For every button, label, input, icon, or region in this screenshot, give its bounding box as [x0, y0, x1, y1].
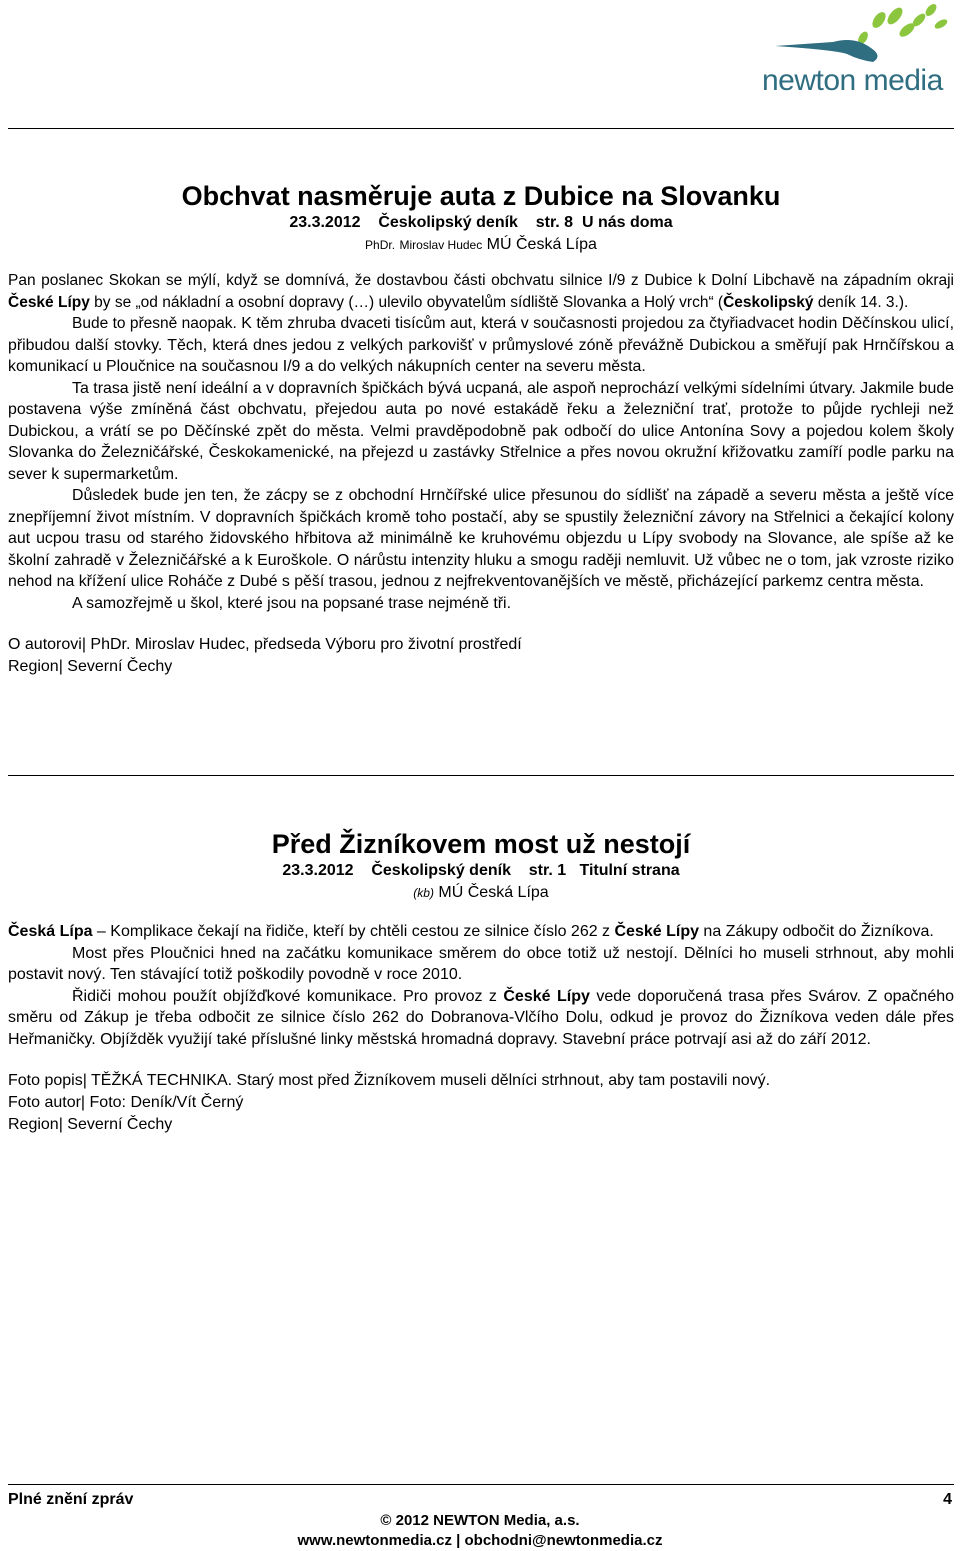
footer-divider — [8, 1484, 954, 1485]
article-body — [8, 921, 954, 1050]
article-date: 23.3.2012 — [282, 862, 354, 879]
logo-wordmark: newton media — [762, 64, 943, 97]
region: Region| Severní Čechy — [8, 658, 173, 675]
paragraph: Důsledek bude jen ten, že zácpy se z obchodní Hrnčířské ulice přesunou do sídlišť na západě a severu města a ještě více znepříjemní život místním. V dopravních špičkách kromě toho postačí, aby se spustily železniční závory na Střelnici a čekající kolony aut ucpou trasu od starého židovského hřbitova až minimálně ke kruhovému objezdu u Lípy svobody na Slovance, ale spíše až ke školní zahradě v Železničářské a k Euroškole. O nárůstu intenzity hluku a smogu raději nemluvit. Už vůbec ne o tom, jak vzroste riziko nehod na křížení ulice Roháče z Dubé s pěší trasou, jednou z nejfrekventovanějších ve městě, přicházející parkemz centra města. — [8, 487, 954, 590]
article-title: Obchvat nasměruje auta z Dubice na Slovanku — [181, 181, 781, 211]
paragraph-text: Řidiči mohou použít objížďkové komunikace. Pro provoz z — [72, 987, 504, 1005]
author-name: (kb) — [413, 886, 434, 900]
author-name: Miroslav Hudec — [399, 238, 483, 252]
copyright: © 2012 NEWTON Media, a.s. — [380, 1512, 580, 1529]
paragraph: Most přes Ploučnici hned na začátku komunikace směrem do obce totiž už nestojí. Dělníci ho museli strhnout, aby mohli postavit nový. Ten stávající totiž poškodily povodně v roce 2010. — [8, 944, 954, 983]
article-date: 23.3.2012 — [289, 214, 361, 231]
lead-paragraph — [8, 921, 954, 943]
contact-info: www.newtonmedia.cz | obchodni@newtonmedia.cz — [297, 1532, 663, 1549]
article-meta-lines — [8, 634, 954, 678]
paragraph — [8, 986, 954, 1051]
lead-bold: České Lípy — [8, 293, 90, 311]
page-number: 4 — [943, 1491, 952, 1508]
region: Region| Severní Čechy — [8, 1116, 173, 1133]
article-source: Českolipský deník — [371, 862, 511, 879]
footer-label: Plné znění zpráv — [8, 1491, 134, 1508]
author-place: MÚ Česká Lípa — [438, 884, 549, 901]
paragraph-text: Bude to přesně naopak. — [72, 315, 237, 332]
header-divider — [8, 128, 954, 129]
lead-bold: Českolipský — [723, 293, 814, 311]
author-place: MÚ Česká Lípa — [486, 236, 597, 253]
paragraph-text: vede doporučená trasa přes Svárov. Z opačného směru od Zákup je třeba odbočit ze silnice číslo 262 do Dobranova-Vlčího Dolu, odkud je provoz do Žizníkova veden dále přes Heřmaničky. Objížděk využijí také příslušné linky městská hromadná dopravy. Stavební práce potrvají asi až do září 2012. — [8, 987, 955, 1048]
article-divider — [8, 775, 954, 776]
article-page: str. 1 — [528, 862, 567, 879]
lead-bold: České Lípy — [614, 923, 699, 940]
photo-caption: Foto popis| TĚŽKÁ TECHNIKA. Starý most před Žizníkovem museli dělníci strhnout, aby tam postavili nový. — [8, 1072, 771, 1089]
paragraph — [8, 313, 954, 378]
paragraph-text: Těch, která dnes jedou z velkých parkovišť v průmyslové zóně převážně Dubickou a směřují pak Hrnčířskou a komunikací u Ploučnice na současnou I/9 a do velkých nákupních center na severu města. — [8, 336, 954, 375]
paragraph: Ta trasa jistě není ideální a v dopravních špičkách bývá ucpaná, ale aspoň neprochází velkými sídelními útvary. Jakmile bude postavena výše zmíněná část obchvatu, přejedou auta po nové estakádě řeku a železniční trať, protože to půjde rychleji než Dubickou, a vrátí se po Děčínské zpět do města. Velmi pravděpodobně pak odbočí do ulice Antonína Sovy a pojedou kolem školy Slovanka do Železničářské, Českokamenické, na přejezd u zastávky Střelnice a přes novou okružní křižovatku zamíří podle parku na sever k supermarketům. — [8, 379, 954, 483]
article-meta — [8, 860, 954, 882]
lead-text: na Zákupy odbočit do Žizníkova. — [698, 923, 934, 940]
article-page: str. 8 — [535, 214, 574, 231]
article-author — [8, 882, 954, 904]
lead-text: deník 14. 3.). — [813, 293, 909, 311]
lead-text: by se „od nákladní a osobní dopravy (…) ulevilo obyvatelům sídliště Slovanka a Holý vrch“ ( — [89, 293, 724, 311]
paragraph-bold: České Lípy — [503, 987, 590, 1005]
article-body — [8, 270, 954, 313]
lead-paragraph — [8, 270, 954, 313]
article-title: Před Žizníkovem most už nestojí — [271, 829, 691, 859]
article-2 — [8, 828, 954, 1136]
lead-text: – Komplikace čekají na řidiče, kteří by chtěli cestou ze silnice číslo 262 z — [92, 923, 615, 940]
article-1 — [8, 180, 954, 678]
about-author: O autorovi| PhDr. Miroslav Hudec, předseda Výboru pro životní prostředí — [8, 636, 522, 653]
article-source: Českolipský deník — [378, 214, 518, 231]
lead-bold: Česká Lípa — [8, 923, 93, 940]
article-section: Titulní strana — [579, 862, 680, 879]
article-section: U nás doma — [581, 214, 673, 231]
article-body-main — [8, 313, 954, 614]
paragraph-text: K těm zhruba dvaceti tisícům aut, která v současnosti projedou za čtyřiadvacet hodin Děčínskou ulicí, přibudou další stovky. — [8, 315, 954, 354]
paragraph: A samozřejmě u škol, které jsou na popsané trase nejméně tři. — [72, 594, 511, 612]
footer-info — [0, 1511, 960, 1551]
photo-author: Foto autor| Foto: Deník/Vít Černý — [8, 1094, 244, 1111]
article-meta — [8, 212, 954, 234]
lead-text: Pan poslanec Skokan se mýlí, když se domnívá, že dostavbou části obchvatu silnice I/9 z Dubice k Dolní Libchavě na západním okraji — [8, 272, 954, 289]
article-meta-lines — [8, 1070, 954, 1136]
author-prefix: PhDr. — [365, 238, 396, 252]
article-author — [8, 234, 954, 256]
